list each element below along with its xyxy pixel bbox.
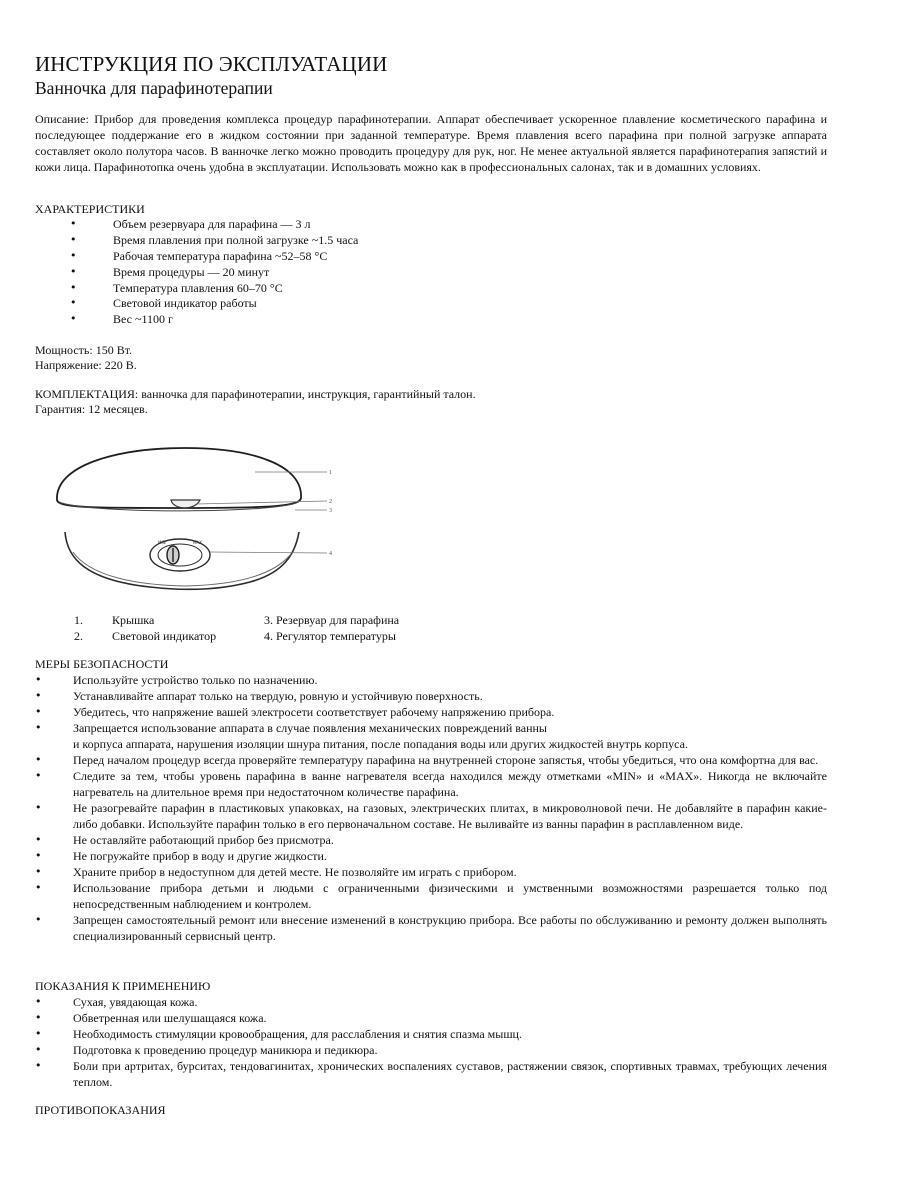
- safety-item: • Не разогревайте парафин в пластиковых упаковках, на газовых, электрических плитах, в микроволновой печи. Не добавляйте в парафин какие-либо добавки. Используйте парафин только в его первоначальном составе. Не выливайте из ванны парафин в расплавленном виде.: [35, 800, 827, 832]
- safety-item: • Следите за тем, чтобы уровень парафина в ванне нагревателя всегда находился между отметками «MIN» и «MAX». Никогда не включайте нагреватель на длительное время при недостаточном количестве парафина.: [35, 768, 827, 800]
- callout-2: 2: [329, 499, 332, 505]
- safety-list: [35, 672, 827, 944]
- indication-item: • Обветренная или шелушащаяся кожа.: [35, 1010, 827, 1026]
- legend-right-label: 4. Регулятор температуры: [264, 628, 396, 643]
- legend-number: 2.: [74, 628, 83, 643]
- callout-line-4: [210, 552, 327, 553]
- legend-label: Крышка: [112, 613, 155, 627]
- dial-max-label: MAX: [193, 540, 202, 545]
- safety-item: • Запрещается использование аппарата в случае появления механических повреждений ванны: [35, 720, 827, 736]
- safety-item-continuation: и корпуса аппарата, нарушения изоляции шнура питания, после попадания воды или других жидкостей внутрь корпуса.: [73, 737, 688, 751]
- power-spec: Мощность: 150 Вт.: [35, 343, 133, 357]
- callout-1: 1: [329, 470, 332, 476]
- indication-item: • Необходимость стимуляции кровообращения, для расслабления и снятия спазма мышц.: [35, 1026, 827, 1042]
- contraindications-heading: ПРОТИВОПОКАЗАНИЯ: [35, 1103, 166, 1117]
- spec-item: • Объем резервуара для парафина — 3 л: [70, 216, 358, 232]
- safety-item: • Запрещен самостоятельный ремонт или внесение изменений в конструкцию прибора. Все работы по обслуживанию и ремонту должен выполнять специализированный сервисный центр.: [35, 912, 827, 944]
- spec-item: • Световой индикатор работы: [70, 295, 358, 311]
- warranty-info: Гарантия: 12 месяцев.: [35, 402, 148, 416]
- callout-4: 4: [329, 551, 332, 557]
- dial-min-label: MIN: [158, 540, 166, 545]
- callout-3: 3: [329, 508, 332, 514]
- kit-contents: КОМПЛЕКТАЦИЯ: ванночка для парафинотерапии, инструкция, гарантийный талон.: [35, 387, 476, 401]
- device-lid: [57, 448, 301, 508]
- description-paragraph: Описание: Прибор для проведения комплекса процедур парафинотерапии. Аппарат обеспечивает ускоренное плавление косметического парафина и последующее поддержание его в жидком состоянии при заданной температуре. Время плавления всего парафина при полной загрузке аппарата составляет около полутора часов. В ванночке легко можно проводить процедуру для рук, ног. Не менее актуальной является парафинотерапия запястий и кожи лица. Парафинотопка очень удобна в эксплуатации. Использовать можно как в профессиональных салонах, так и в домашних условиях.: [35, 112, 827, 174]
- safety-item: • Перед началом процедур всегда проверяйте температуру парафина на внутренней стороне запястья, чтобы убедиться, что она комфортна для вас.: [35, 752, 827, 768]
- indications-list: [35, 994, 827, 1090]
- indication-item: • Сухая, увядающая кожа.: [35, 994, 827, 1010]
- page-title: ИНСТРУКЦИЯ ПО ЭКСПЛУАТАЦИИ: [35, 52, 388, 76]
- page-subtitle: Ванночка для парафинотерапии: [35, 78, 273, 98]
- device-diagram: [45, 440, 345, 600]
- safety-item: • Используйте устройство только по назначению.: [35, 672, 827, 688]
- specs-list: [70, 216, 358, 327]
- safety-item: • Устанавливайте аппарат только на твердую, ровную и устойчивую поверхность.: [35, 688, 827, 704]
- spec-item: • Время плавления при полной загрузке ~1.5 часа: [70, 232, 358, 248]
- spec-item: • Рабочая температура парафина ~52–58 °C: [70, 248, 358, 264]
- safety-item: • Не погружайте прибор в воду и другие жидкости.: [35, 848, 827, 864]
- spec-item: • Вес ~1100 г: [70, 311, 358, 327]
- spec-item: • Время процедуры — 20 минут: [70, 264, 358, 280]
- legend-label: Световой индикатор: [112, 628, 217, 643]
- safety-item: • Убедитесь, что напряжение вашей электросети соответствует рабочему напряжению прибора.: [35, 704, 827, 720]
- safety-heading: МЕРЫ БЕЗОПАСНОСТИ: [35, 657, 169, 671]
- indication-item: • Подготовка к проведению процедур маникюра и педикюра.: [35, 1042, 827, 1058]
- specs-heading: ХАРАКТЕРИСТИКИ: [35, 202, 145, 216]
- indications-heading: ПОКАЗАНИЯ К ПРИМЕНЕНИЮ: [35, 979, 211, 993]
- safety-item: • Не оставляйте работающий прибор без присмотра.: [35, 832, 827, 848]
- voltage-spec: Напряжение: 220 В.: [35, 358, 137, 372]
- indication-item: • Боли при артритах, бурситах, тендовагинитах, хронических воспалениях суставов, растяжении связок, спортивных травмах, требующих лечения теплом.: [35, 1058, 827, 1090]
- legend-right-label: 3. Резервуар для парафина: [264, 613, 400, 627]
- safety-item: • Использование прибора детьми и людьми с ограниченными физическими и умственными возможностями разрешается только под непосредственным наблюдением и контролем.: [35, 880, 827, 912]
- spec-item: • Температура плавления 60–70 °C: [70, 280, 358, 296]
- legend-number: 1.: [74, 613, 83, 627]
- safety-item: • Храните прибор в недоступном для детей месте. Не позволяйте им играть с прибором.: [35, 864, 827, 880]
